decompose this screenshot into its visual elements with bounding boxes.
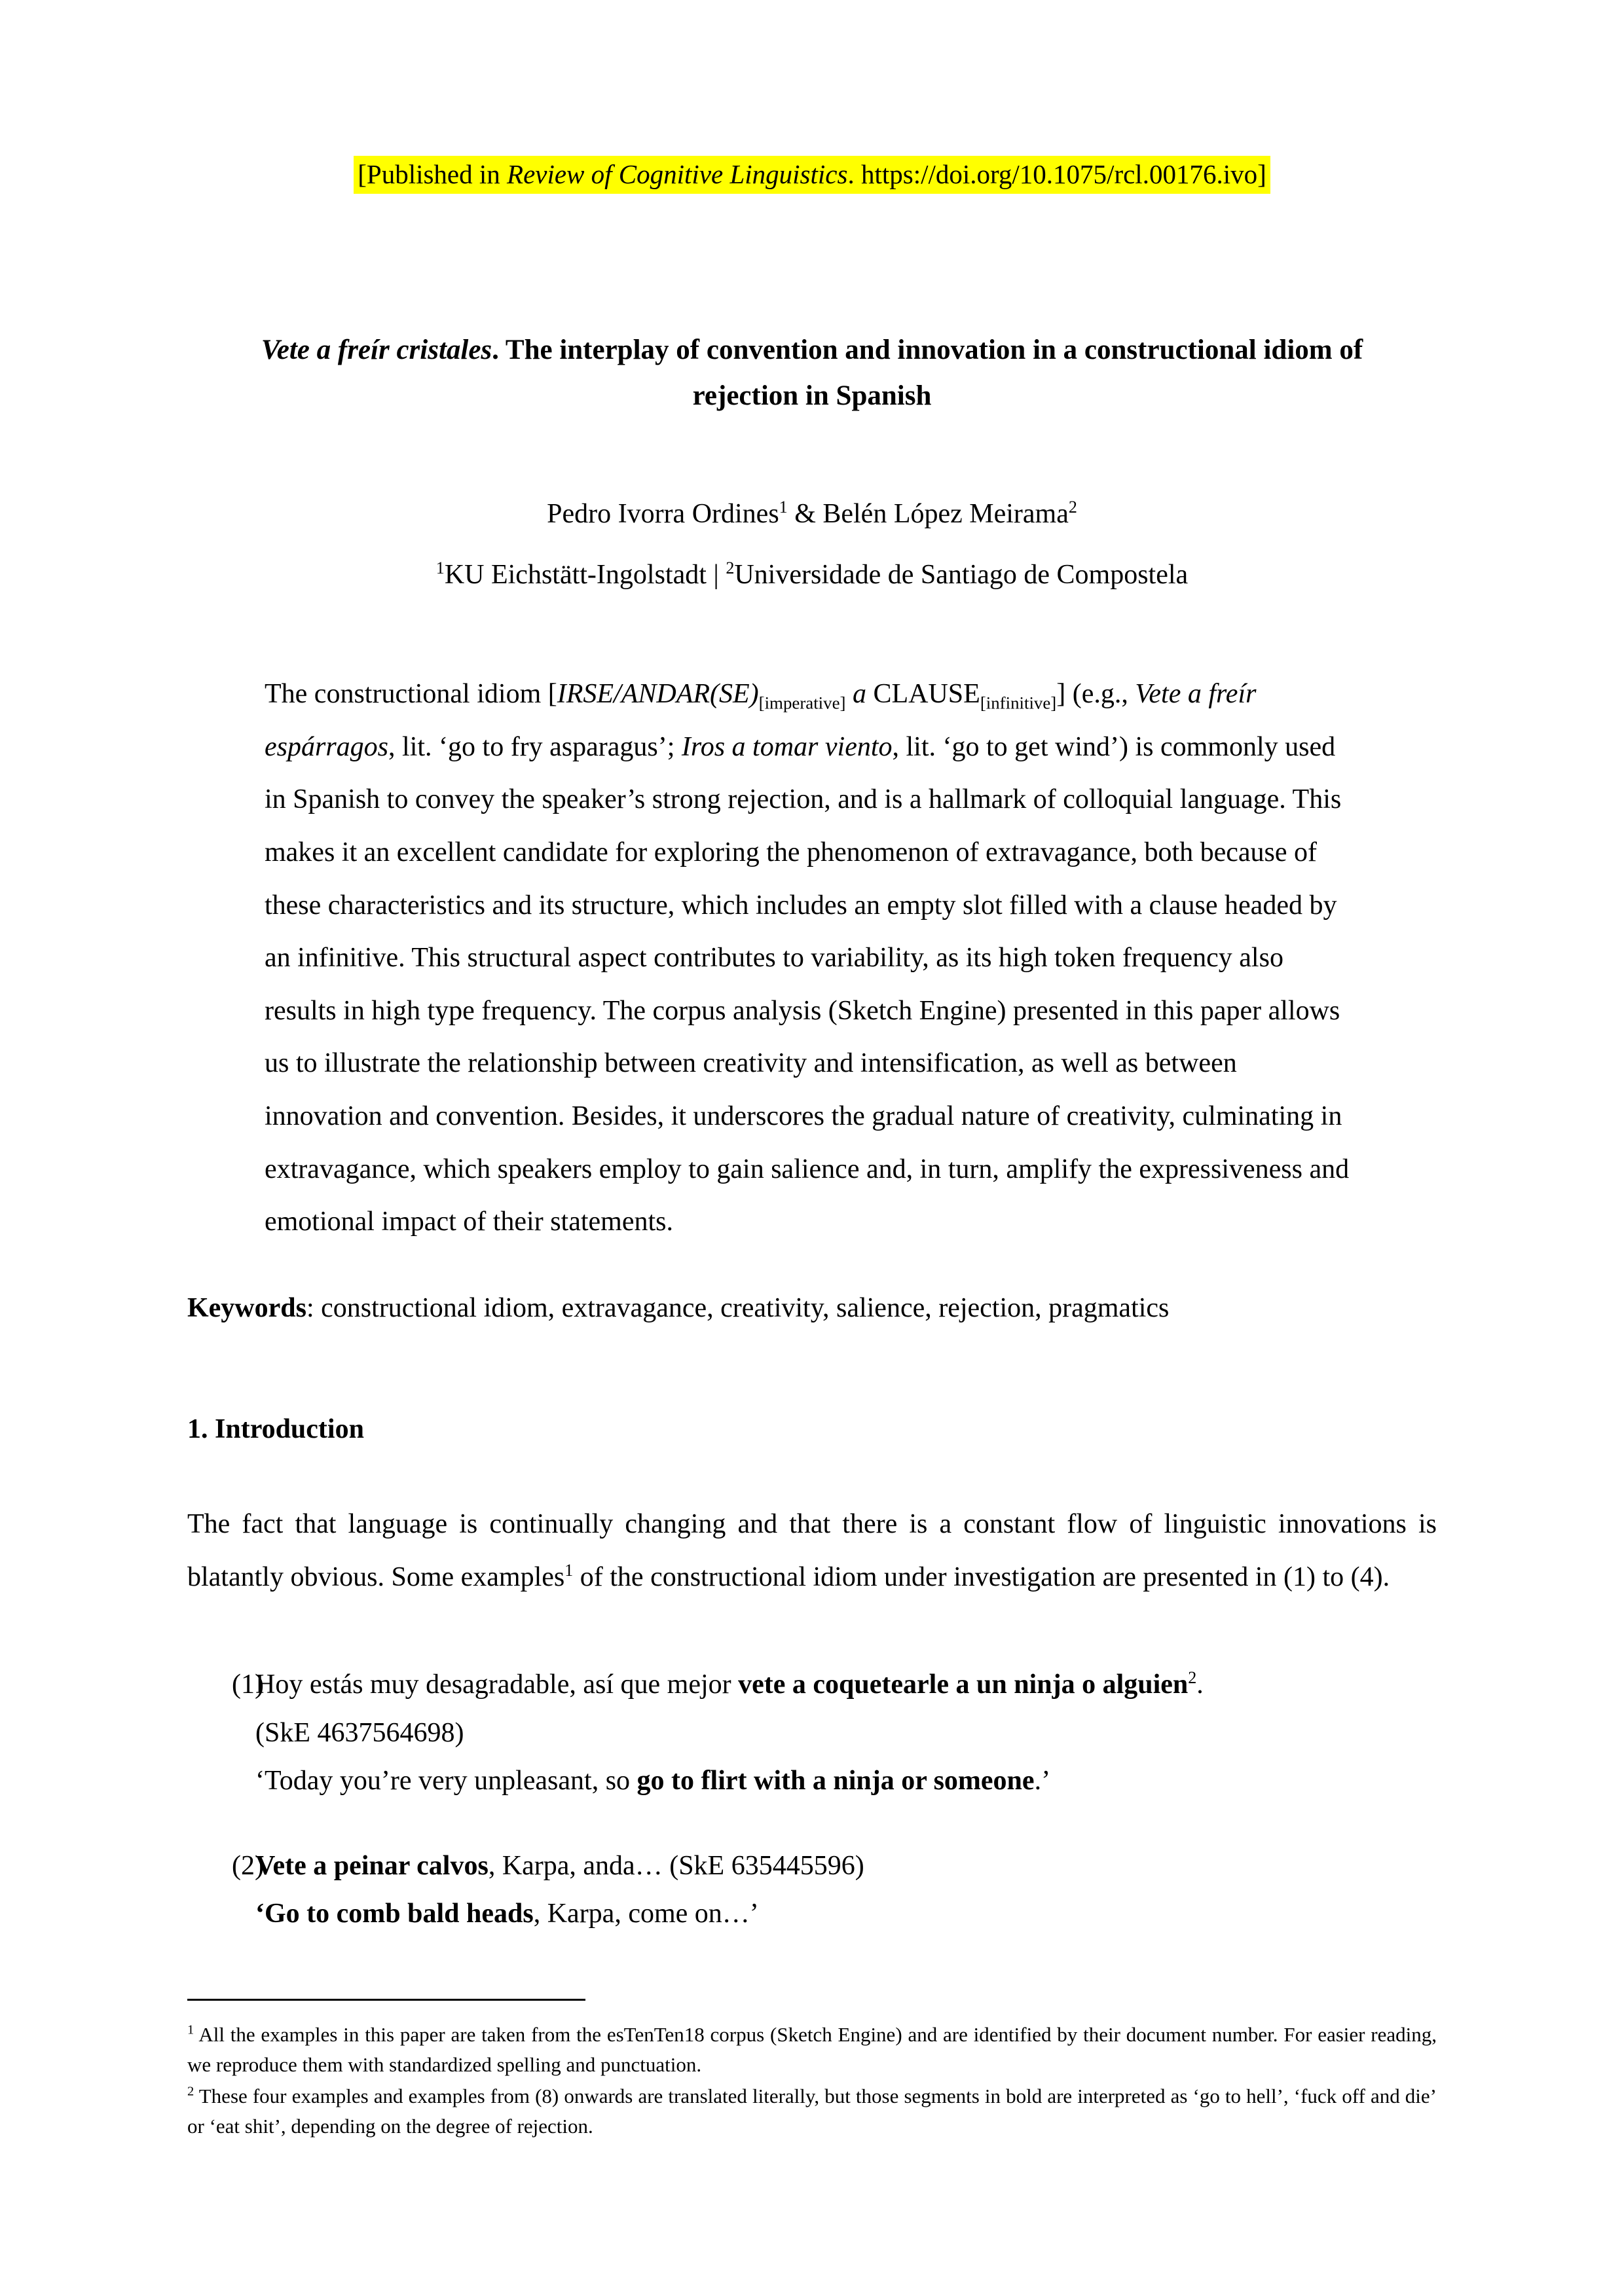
abstract-example-two: Iros a tomar viento — [681, 731, 893, 762]
example-number: (2) — [232, 1850, 264, 1881]
footnote-item — [187, 2020, 1437, 2080]
example-number: (1) — [232, 1669, 264, 1700]
example-list — [187, 1661, 1437, 1975]
example-gloss — [255, 1757, 1437, 1806]
section-heading-introduction: 1. Introduction — [187, 1414, 364, 1444]
example-gloss — [255, 1890, 1437, 1939]
author-one-affiliation-marker: 1 — [779, 498, 788, 517]
banner-journal-name: Review of Cognitive Linguistics — [507, 159, 848, 189]
example-line — [255, 1851, 864, 1881]
example-source-id: (SkE 635445596) — [669, 1850, 864, 1881]
abstract-formula-clause: CLAUSE — [873, 679, 980, 709]
publication-banner — [354, 156, 1270, 194]
title-rest: . The interplay of convention and innovation in a constructional idiom of rejection in Spanish — [492, 335, 1363, 411]
abstract-sentence-open: The constructional idiom [ — [265, 679, 557, 709]
example-gloss-before: ‘Today you’re very unpleasant, so — [255, 1766, 637, 1796]
footnote-text: All the examples in this paper are taken from the esTenTen18 corpus (Sketch Engine) and are identified by their document number. For easier reading, we reproduce them with standardized spelling and punctuation. — [187, 2023, 1437, 2076]
publication-banner-row — [0, 156, 1624, 194]
abstract-formula-lemma: IRSE/ANDAR(SE) — [557, 679, 759, 709]
abstract-formula-subscript-infinitive: [infinitive] — [980, 693, 1057, 713]
author-two: Belén López Meirama — [822, 499, 1069, 529]
footnote-marker: 1 — [187, 2022, 194, 2037]
affiliation-divider: | — [706, 560, 726, 590]
footnote-separator-rule — [187, 1999, 585, 2001]
author-two-affiliation-marker: 2 — [1068, 498, 1077, 517]
keywords-values: : constructional idiom, extravagance, creativity, salience, rejection, pragmatics — [306, 1293, 1170, 1323]
example-bold-segment: Vete a peinar calvos — [255, 1850, 489, 1881]
footnote-marker: 2 — [187, 2084, 194, 2099]
affiliation-two-marker: 2 — [726, 558, 735, 577]
abstract-paragraph — [265, 668, 1358, 1248]
abstract-body-rest: , lit. ‘go to get wind’) is commonly used in Spanish to convey the speaker’s strong rejection, and is a hallmark of colloquial language. This makes it an excellent candidate for exploring the phenomenon of extravagance, both because of these characteristics and its structure, which includes an empty slot filled with a clause headed by an infinitive. This structural aspect contributes to variability, as its high token frequency also results in high type frequency. The corpus analysis (Sketch Engine) presented in this paper allows us to illustrate the relationship between creativity and intensification, as well as between innovation and convention. Besides, it underscores the gradual nature of creativity, culminating in extravagance, which speakers employ to gain salience and, in turn, amplify the expressiveness and emotional impact of their statements. — [265, 731, 1350, 1237]
abstract-after-formula: ] (e.g., — [1056, 679, 1135, 709]
author-line — [223, 492, 1401, 536]
example-line — [255, 1669, 1437, 1757]
introduction-text-part-one: The fact that language is continually changing and that there is a constant flow of linguistic innovations is blatantly obvious. Some examples — [187, 1509, 1437, 1592]
example-plain-after: . — [1196, 1669, 1204, 1700]
example-bold-segment: vete a coquetearle a un ninja o alguien — [738, 1669, 1189, 1700]
author-one: Pedro Ivorra Ordines — [547, 499, 779, 529]
list-item — [187, 1661, 1437, 1806]
introduction-footnote-marker: 1 — [564, 1560, 574, 1580]
author-separator: & — [787, 499, 823, 529]
example-gloss-bold: ‘Go to comb bald heads — [255, 1899, 534, 1929]
abstract-example-one: Vete a freír espárragos — [265, 679, 1257, 762]
affiliation-one: KU Eichstätt-Ingolstadt — [444, 560, 707, 590]
example-gloss-bold: go to flirt with a ninja or someone — [637, 1766, 1035, 1796]
footnote-text: These four examples and examples from (8) onwards are translated literally, but those segments in bold are interpreted as ‘go to hell’, ‘fuck off and die’ or ‘eat shit’, depending on the degree of rejection. — [187, 2084, 1437, 2138]
introduction-paragraph — [187, 1498, 1437, 1603]
example-plain-after: , Karpa, anda… — [488, 1850, 670, 1881]
keywords-line — [187, 1285, 1445, 1332]
affiliation-line — [223, 553, 1401, 597]
example-source-id: (SkE 4637564698) — [255, 1717, 464, 1748]
title-italic-idiom: Vete a freír cristales — [261, 335, 492, 365]
abstract-formula-subscript-imperative: [imperative] — [758, 693, 846, 713]
abstract-formula-connector: a — [845, 679, 874, 709]
affiliation-one-marker: 1 — [435, 558, 445, 577]
footnote-item — [187, 2081, 1437, 2141]
keywords-label: Keywords — [187, 1293, 306, 1323]
page-title — [223, 327, 1401, 418]
banner-doi: . https://doi.org/10.1075/rcl.00176.ivo] — [847, 159, 1266, 189]
example-gloss-after: , Karpa, come on…’ — [533, 1899, 759, 1929]
example-gloss-after: .’ — [1034, 1766, 1051, 1796]
introduction-text-part-two: of the constructional idiom under investigation are presented in (1) to (4). — [573, 1561, 1390, 1592]
footnote-area — [187, 2020, 1437, 2143]
example-plain-before: Hoy estás muy desagradable, así que mejor — [255, 1669, 739, 1700]
banner-prefix: [Published in — [358, 159, 507, 189]
list-item — [187, 1842, 1437, 1939]
abstract-gloss-one: , lit. ‘go to fry asparagus’; — [388, 731, 682, 762]
affiliation-two: Universidade de Santiago de Compostela — [734, 560, 1189, 590]
example-footnote-marker: 2 — [1188, 1668, 1197, 1687]
